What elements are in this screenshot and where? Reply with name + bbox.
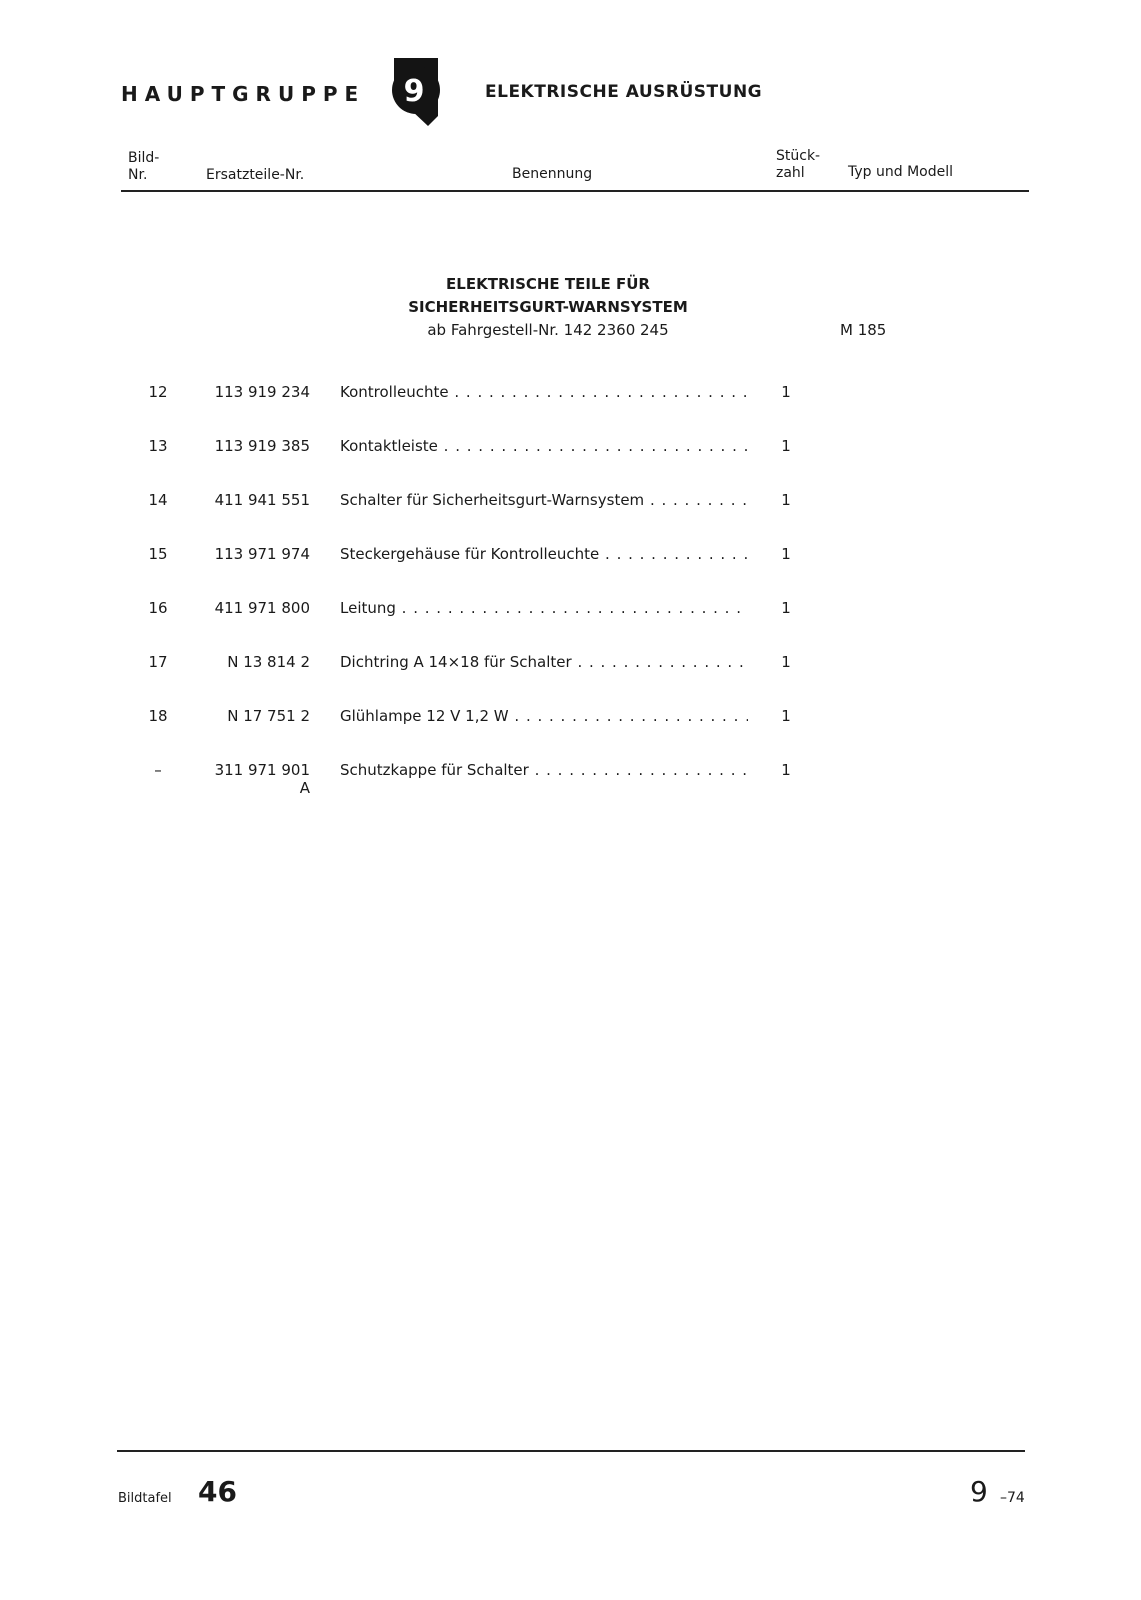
col-header-stueckzahl [776, 148, 820, 182]
page-number-suffix: –74 [1000, 1490, 1025, 1506]
col-header-benennung: Benennung [512, 166, 593, 182]
cell-qty: 1 [781, 491, 791, 509]
cell-name: Kontaktleiste . . . [340, 437, 748, 455]
cell-name: Glühlampe 12 V 1,2 W . . . [340, 707, 748, 725]
page-number: 9 [970, 1475, 988, 1508]
bildtafel-number: 46 [198, 1475, 237, 1508]
cell-part-number: 113 919 385 [214, 437, 310, 455]
cell-name: Schutzkappe für Schalter . . . [340, 761, 748, 779]
cell-qty: 1 [781, 383, 791, 401]
section-model: M 185 [840, 321, 887, 339]
cell-name: Steckergehäuse für Kontrolleuchte . . . [340, 545, 748, 563]
table-row [0, 491, 1141, 513]
col-header-ersatzteile: Ersatzteile-Nr. [206, 167, 305, 183]
cell-bild: 16 [148, 599, 168, 617]
cell-part-number: 113 971 974 [214, 545, 310, 563]
cell-part-number: 311 971 901 A [214, 761, 310, 797]
col-header-typ: Typ und Modell [848, 164, 953, 180]
table-row [0, 761, 1141, 797]
cell-bild: 15 [148, 545, 168, 563]
cell-part-number: N 17 751 2 [227, 707, 310, 725]
cell-name: Dichtring A 14×18 für Schalter . . . [340, 653, 748, 671]
col-header-bild [128, 150, 159, 184]
cell-bild: 12 [148, 383, 168, 401]
table-row [0, 545, 1141, 567]
cell-qty: 1 [781, 707, 791, 725]
section-title-line2: SICHERHEITSGURT-WARNSYSTEM [408, 298, 688, 316]
table-row [0, 653, 1141, 675]
table-row [0, 437, 1141, 459]
cell-name: Schalter für Sicherheitsgurt-Warnsystem . . . [340, 491, 748, 509]
cell-bild: 14 [148, 491, 168, 509]
bildtafel-label: Bildtafel [118, 1491, 172, 1506]
cell-qty: 1 [781, 599, 791, 617]
section-subtitle: ab Fahrgestell-Nr. 142 2360 245 [427, 321, 669, 339]
cell-qty: 1 [781, 545, 791, 563]
table-row [0, 707, 1141, 729]
cell-bild: 18 [148, 707, 168, 725]
group-title: ELEKTRISCHE AUSRÜSTUNG [485, 82, 763, 102]
header-rule [121, 190, 1029, 192]
cell-name: Kontrolleuchte . . . [340, 383, 748, 401]
table-row [0, 599, 1141, 621]
cell-bild: 17 [148, 653, 168, 671]
cell-qty: 1 [781, 437, 791, 455]
table-row [0, 383, 1141, 405]
cell-part-number: 411 941 551 [214, 491, 310, 509]
group-number-badge [388, 54, 444, 130]
footer-rule [117, 1450, 1025, 1452]
cell-part-number: N 13 814 2 [227, 653, 310, 671]
col-header-bild-line2: Nr. [128, 167, 148, 183]
col-header-stueck-line1: Stück- [776, 148, 821, 164]
group-number: 9 [403, 74, 425, 109]
cell-bild: – [154, 761, 162, 779]
col-header-stueck-line2: zahl [776, 165, 805, 181]
cell-qty: 1 [781, 761, 791, 779]
cell-name: Leitung . . . [340, 599, 748, 617]
col-header-bild-line1: Bild- [128, 150, 160, 166]
cell-part-number: 113 919 234 [214, 383, 310, 401]
cell-qty: 1 [781, 653, 791, 671]
cell-part-number: 411 971 800 [214, 599, 310, 617]
section-title-line1: ELEKTRISCHE TEILE FÜR [446, 275, 650, 293]
cell-bild: 13 [148, 437, 168, 455]
main-group-label: HAUPTGRUPPE [121, 82, 366, 106]
